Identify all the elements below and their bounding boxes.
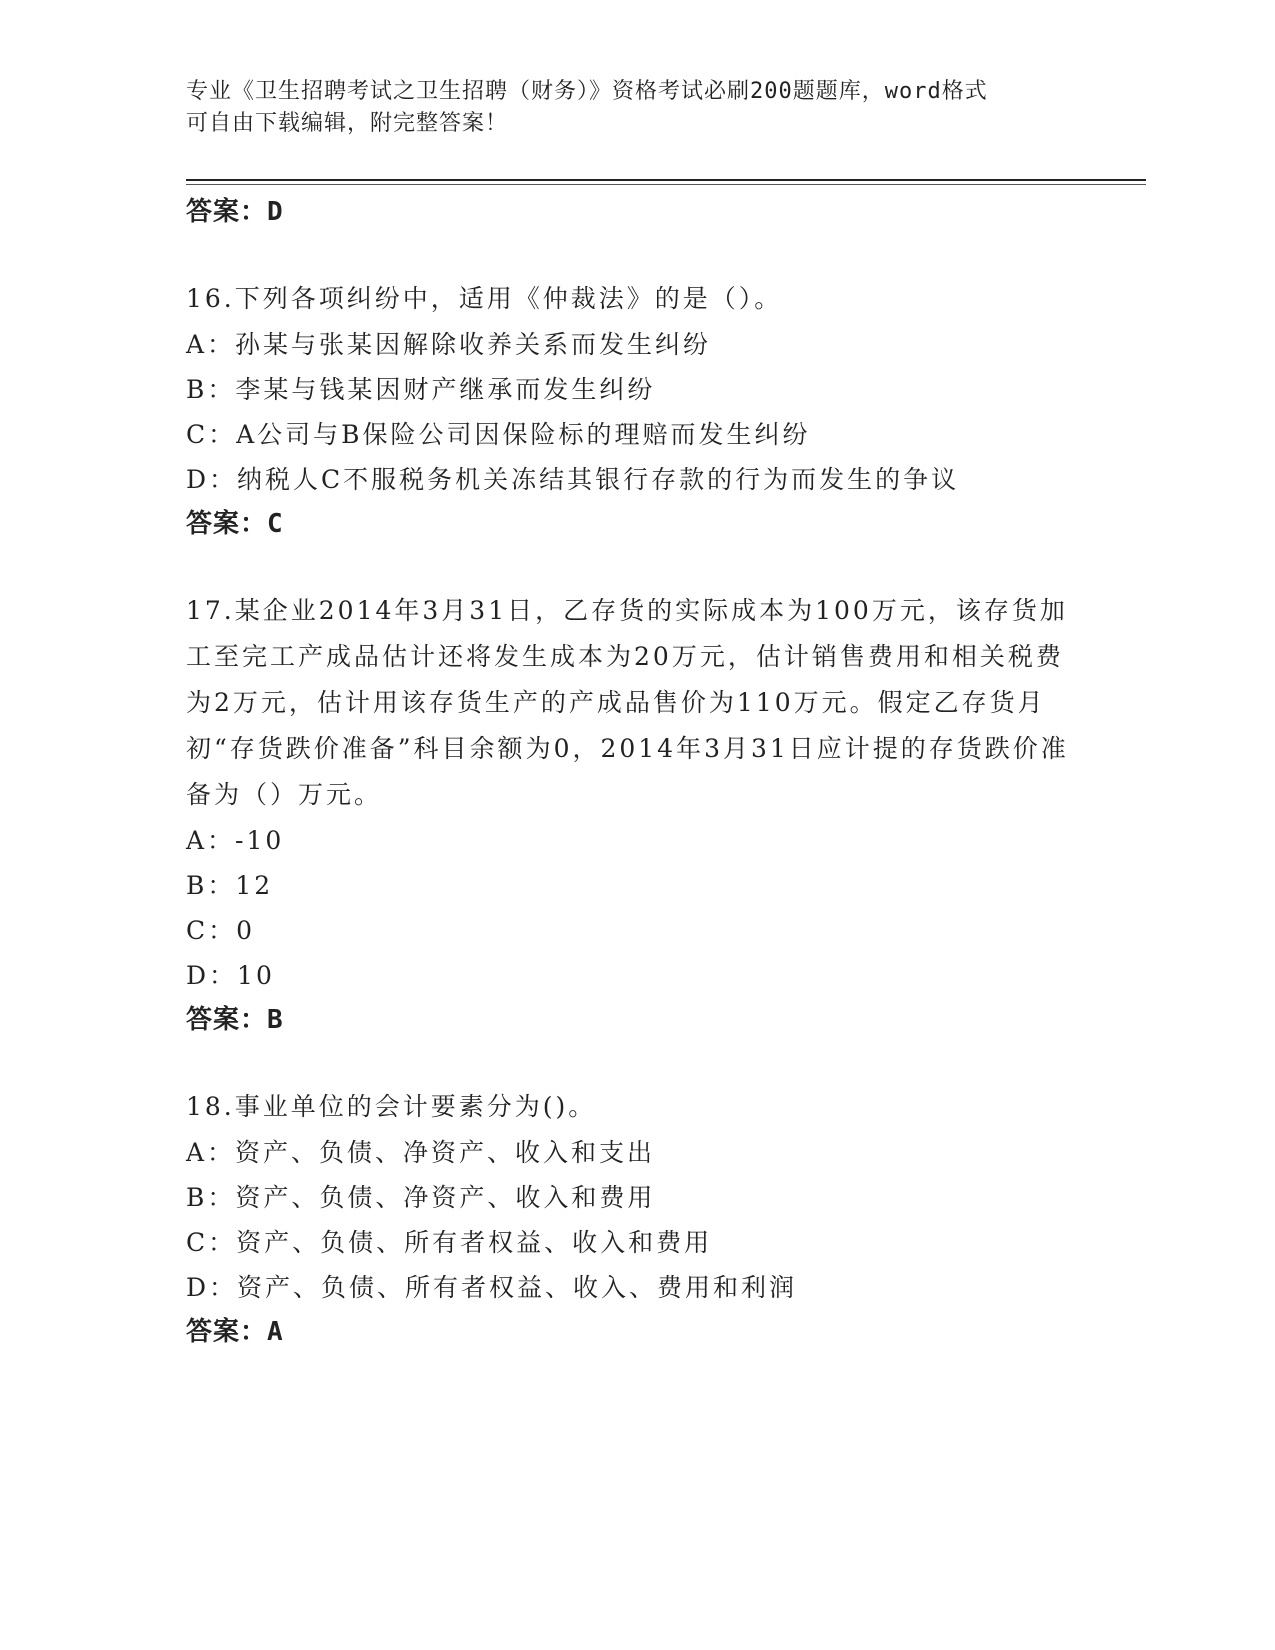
question-18-option-b: B：资产、负债、净资产、收入和费用	[186, 1183, 656, 1212]
question-17-answer: 答案：B	[186, 1005, 284, 1035]
question-18-option-c: C：资产、负债、所有者权益、收入和费用	[186, 1228, 713, 1257]
question-17-text: 17.某企业2014年3月31日，乙存货的实际成本为100万元，该存货加工至完工产成品估计还将发生成本为20万元，估计销售费用和相关税费为2万元，估计用该存货生产的产成品售价为110万元。假定乙存货月初“存货跌价准备”科目余额为0，2014年3月31日应计提的存货跌价准备为（）万元。	[186, 596, 1069, 809]
question-16-answer: 答案：C	[186, 509, 284, 539]
header-divider-thin	[186, 184, 1146, 185]
question-17	[186, 588, 1086, 1042]
question-16-option-a: A：孙某与张某因解除收养关系而发生纠纷	[186, 330, 712, 359]
question-18-option-a: A：资产、负债、净资产、收入和支出	[186, 1138, 656, 1167]
question-16-option-c: C：A公司与B保险公司因保险标的理赔而发生纠纷	[186, 420, 811, 449]
header-line-2: 可自由下载编辑，附完整答案！	[186, 111, 509, 136]
header-line-1: 专业《卫生招聘考试之卫生招聘（财务）》资格考试必刷200题题库，word格式	[186, 79, 988, 104]
question-16	[186, 276, 1086, 546]
question-18-answer: 答案：A	[186, 1317, 284, 1347]
header-divider-thick	[186, 179, 1146, 181]
question-17-option-c: C：0	[186, 916, 256, 945]
question-content	[186, 190, 1086, 1354]
document-header	[186, 76, 1086, 140]
question-18	[186, 1084, 1086, 1354]
question-18-option-d: D：资产、负债、所有者权益、收入、费用和利润	[186, 1273, 798, 1302]
question-16-option-d: D：纳税人C不服税务机关冻结其银行存款的行为而发生的争议	[186, 465, 960, 494]
question-18-text: 18.事业单位的会计要素分为()。	[186, 1092, 597, 1121]
question-16-option-b: B：李某与钱某因财产继承而发生纠纷	[186, 375, 656, 404]
question-16-text: 16.下列各项纠纷中，适用《仲裁法》的是（）。	[186, 284, 783, 313]
answer-previous: 答案：D	[186, 197, 284, 227]
question-17-option-a: A：-10	[186, 826, 285, 855]
question-17-option-b: B：12	[186, 871, 274, 900]
question-17-option-d: D：10	[186, 961, 275, 990]
